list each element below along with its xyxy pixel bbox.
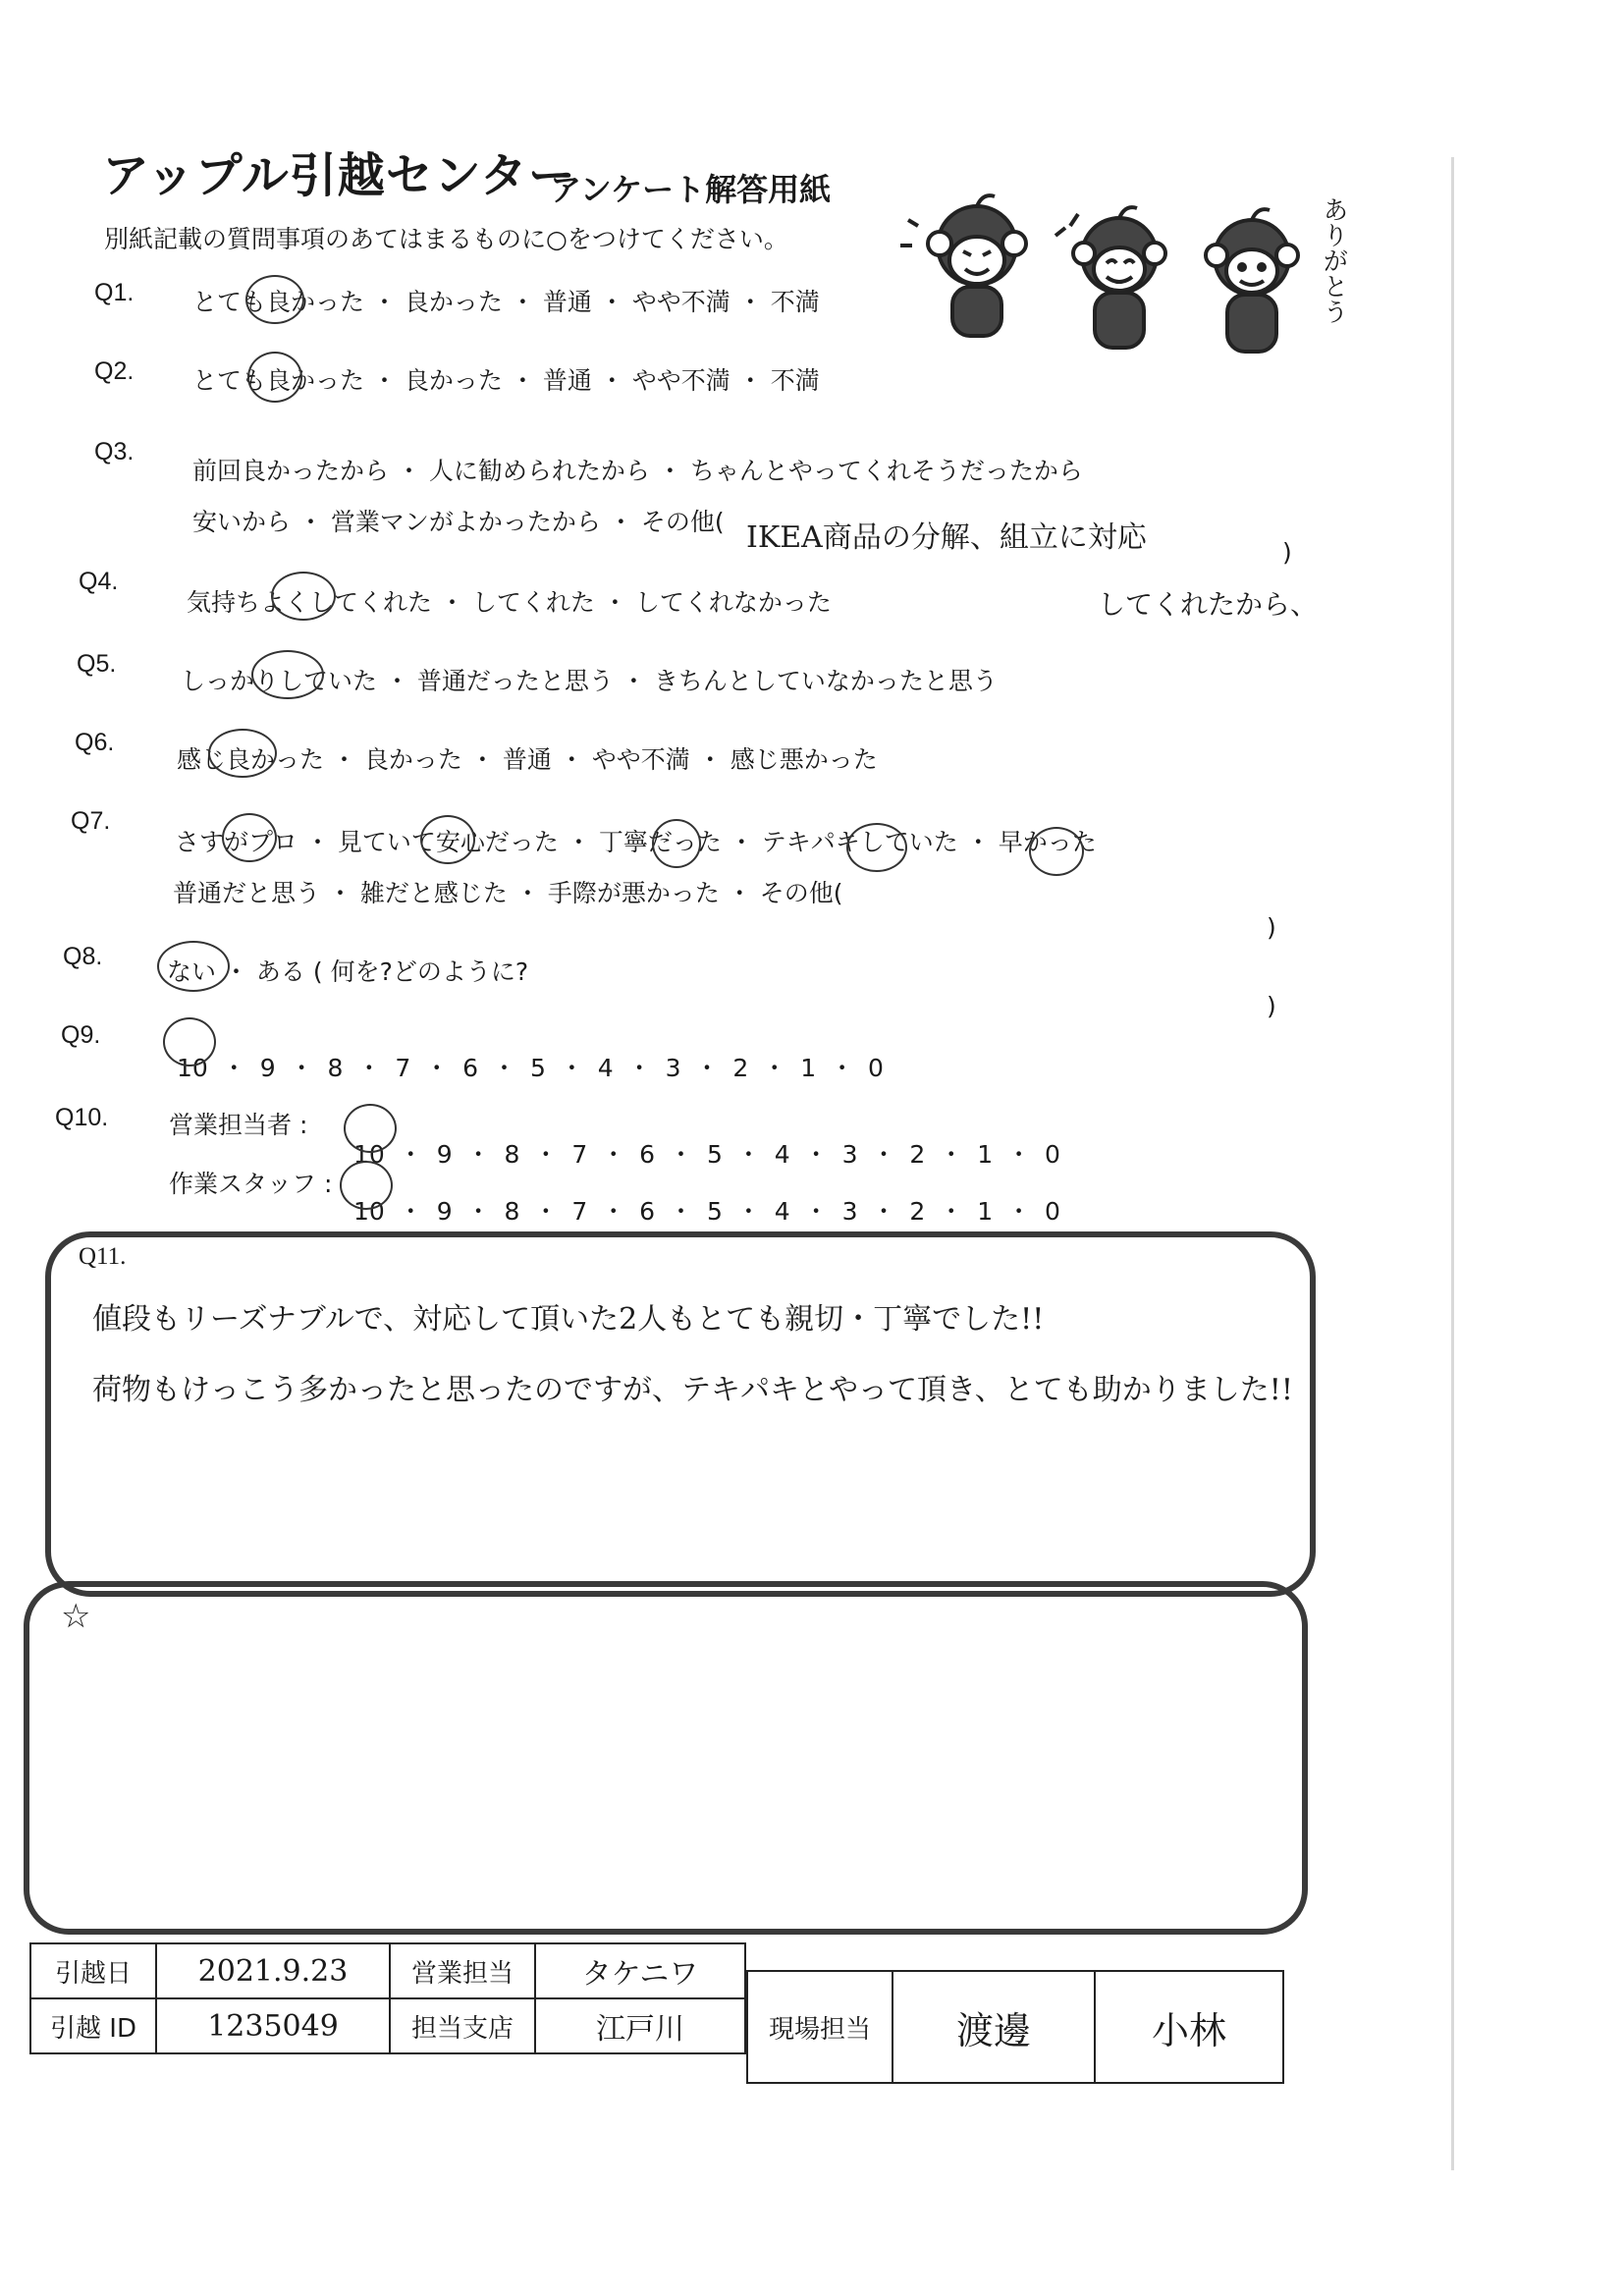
q2-option[interactable]: 普通 — [542, 366, 592, 395]
company-name: アップル引越センター — [102, 148, 576, 203]
q8-option[interactable]: ない — [167, 957, 217, 986]
selection-circle — [245, 275, 304, 324]
q2-option[interactable]: 良かった — [404, 366, 503, 395]
q10-staff-score[interactable]: 9 — [436, 1197, 453, 1226]
monkey-mascots-illustration — [898, 187, 1311, 373]
q3-other-answer-cont: してくれたから、 — [1098, 588, 1319, 621]
selection-circle — [222, 813, 277, 862]
selection-circle — [846, 823, 907, 872]
q4-options: 気持ちよくしてくれた ・ してくれた ・ してくれなかった — [187, 588, 832, 617]
q7-options-line1: さすがプロ ・ 見ていて安心だった ・ 丁寧だった ・ テキパキしていた ・ 早かった — [175, 828, 1097, 856]
q7-option[interactable]: テキパキしていた — [761, 828, 958, 856]
q7-option[interactable]: その他( — [759, 879, 843, 907]
q10-staff-score[interactable]: 4 — [774, 1197, 790, 1226]
q5-label: Q5. — [77, 650, 117, 678]
selection-circle — [271, 572, 336, 621]
site-staff-label: 現場担当 — [746, 1970, 893, 2084]
q3-options-line1: 前回良かったから ・ 人に勧められたから ・ ちゃんとやってくれそうだったから — [192, 457, 1083, 485]
q7-close-paren: ) — [1267, 913, 1276, 942]
q6-option[interactable]: やや不満 — [591, 745, 690, 774]
form-title: アンケート解答用紙 — [550, 171, 832, 208]
q10-staff-label: 作業スタッフ : — [169, 1170, 333, 1198]
q9-score[interactable]: 7 — [395, 1054, 411, 1082]
q10-sales-score[interactable]: 10 — [353, 1140, 385, 1169]
q6-options: 感じ良かった ・ 良かった ・ 普通 ・ やや不満 ・ 感じ悪かった — [177, 745, 878, 774]
q10-staff-score[interactable]: 0 — [1045, 1197, 1060, 1226]
q9-label: Q9. — [61, 1021, 101, 1049]
q9-score[interactable]: 5 — [529, 1054, 546, 1082]
move-date-value[interactable]: 2021.9.23 — [155, 1942, 391, 1999]
q1-option[interactable]: やや不満 — [631, 288, 730, 316]
q6-option[interactable]: 普通 — [502, 745, 552, 774]
selection-circle — [208, 729, 277, 778]
q9-score[interactable]: 1 — [800, 1054, 817, 1082]
selection-circle — [251, 650, 324, 699]
q11-label: Q11. — [79, 1243, 127, 1270]
q5-option[interactable]: しっかりしていた — [181, 667, 378, 695]
q10-staff-score[interactable]: 5 — [706, 1197, 723, 1226]
q10-staff-score[interactable]: 10 — [353, 1197, 385, 1226]
q3-option[interactable]: 安いから — [192, 508, 292, 536]
q6-option[interactable]: 感じ良かった — [177, 745, 325, 774]
q10-sales-score[interactable]: 6 — [639, 1140, 656, 1169]
q10-sales-score[interactable]: 0 — [1045, 1140, 1060, 1169]
q7-option[interactable]: さすがプロ — [175, 828, 298, 856]
q7-option[interactable]: 手際が悪かった — [547, 879, 720, 907]
q8-close-paren: ) — [1267, 992, 1276, 1020]
q4-label: Q4. — [79, 568, 119, 595]
q1-options: とても良かった ・ 良かった ・ 普通 ・ やや不満 ・ 不満 — [192, 288, 820, 316]
q2-option[interactable]: やや不満 — [631, 366, 730, 395]
q1-option[interactable]: 良かった — [404, 288, 503, 316]
q9-scale: 10 ・ 9 ・ 8 ・ 7 ・ 6 ・ 5 ・ 4 ・ 3 ・ 2 ・ 1 ・ 0 — [177, 1054, 884, 1082]
selection-circle — [163, 1017, 216, 1066]
q10-sales-score[interactable]: 2 — [909, 1140, 926, 1169]
q9-score[interactable]: 3 — [665, 1054, 681, 1082]
q3-option[interactable]: 人に勧められたから — [428, 457, 650, 485]
sales-rep-value[interactable]: タケニワ — [534, 1942, 746, 1999]
q5-options: しっかりしていた ・ 普通だったと思う ・ きちんとしていなかったと思う — [181, 667, 998, 695]
q11-comment-line1: 値段もリーズナブルで、対応して頂いた2人もとても親切・丁寧でした!! — [92, 1302, 1045, 1337]
q3-other-answer: IKEA商品の分解、組立に対応 — [746, 520, 1147, 555]
q3-option[interactable]: 営業マンがよかったから — [330, 508, 601, 536]
q1-option[interactable]: 不満 — [770, 288, 820, 316]
move-id-label: 引越 ID — [29, 1997, 157, 2054]
q1-option[interactable]: 普通 — [542, 288, 592, 316]
q2-label: Q2. — [94, 357, 135, 385]
q10-sales-score[interactable]: 9 — [436, 1140, 453, 1169]
thanks-text: ありがとう — [1319, 196, 1348, 324]
selection-circle — [652, 819, 701, 868]
q3-option[interactable]: その他( — [640, 508, 725, 536]
q10-sales-score[interactable]: 3 — [841, 1140, 858, 1169]
q9-score[interactable]: 9 — [259, 1054, 276, 1082]
q7-options-line2: 普通だと思う ・ 雑だと感じた ・ 手際が悪かった ・ その他( — [173, 879, 843, 907]
q3-options-line2: 安いから ・ 営業マンがよかったから ・ その他( — [192, 508, 725, 536]
q9-score[interactable]: 2 — [732, 1054, 749, 1082]
q11-comment-line2: 荷物もけっこう多かったと思ったのですが、テキパキとやって頂き、とても助かりました!! — [92, 1373, 1293, 1407]
q5-option[interactable]: きちんとしていなかったと思う — [653, 667, 998, 695]
q6-option[interactable]: 感じ悪かった — [730, 745, 878, 774]
q2-option[interactable]: 不満 — [770, 366, 820, 395]
job-info-table — [29, 1942, 1292, 2102]
star-icon: ☆ — [61, 1597, 91, 1636]
q1-label: Q1. — [94, 279, 135, 306]
q10-staff-score[interactable]: 2 — [909, 1197, 926, 1226]
q10-staff-score[interactable]: 8 — [504, 1197, 520, 1226]
q10-label: Q10. — [55, 1104, 109, 1131]
q3-option[interactable]: 前回良かったから — [192, 457, 390, 485]
q4-option[interactable]: 気持ちよくしてくれた — [187, 588, 433, 617]
q10-sales-score[interactable]: 7 — [571, 1140, 588, 1169]
selection-circle — [344, 1104, 397, 1153]
q7-option[interactable]: 雑だと感じた — [359, 879, 508, 907]
instructions: 別紙記載の質問事項のあてはまるものに○をつけてください。 — [104, 225, 788, 253]
q10-sales-score[interactable]: 5 — [706, 1140, 723, 1169]
selection-circle — [247, 352, 302, 403]
q2-options: とても良かった ・ 良かった ・ 普通 ・ やや不満 ・ 不満 — [192, 366, 820, 395]
move-date-label: 引越日 — [29, 1942, 157, 1999]
q7-option[interactable]: 丁寧だった — [598, 828, 722, 856]
paper-edge — [1451, 157, 1454, 2170]
q8-label: Q8. — [63, 943, 103, 970]
q7-option[interactable]: 見ていて安心だった — [337, 828, 559, 856]
q10-sales-label: 営業担当者 : — [169, 1111, 308, 1139]
q6-option[interactable]: 良かった — [363, 745, 462, 774]
q10-staff-scale: 10 ・ 9 ・ 8 ・ 7 ・ 6 ・ 5 ・ 4 ・ 3 ・ 2 ・ 1 ・ 0 — [353, 1197, 1060, 1226]
q9-score[interactable]: 4 — [597, 1054, 614, 1082]
sales-rep-label: 営業担当 — [389, 1942, 536, 1999]
q9-score[interactable]: 0 — [868, 1054, 884, 1082]
q1-option[interactable]: とても良かった — [192, 288, 365, 316]
branch-label: 担当支店 — [389, 1997, 536, 2054]
q11-comment-box[interactable] — [45, 1231, 1316, 1597]
q10-staff-score[interactable]: 6 — [639, 1197, 656, 1226]
q4-option[interactable]: してくれなかった — [634, 588, 832, 617]
q10-sales-score[interactable]: 8 — [504, 1140, 520, 1169]
selection-circle — [157, 941, 230, 992]
q5-option[interactable]: 普通だったと思う — [416, 667, 614, 695]
q10-staff-score[interactable]: 7 — [571, 1197, 588, 1226]
q7-option[interactable]: 早かった — [998, 828, 1097, 856]
q3-label: Q3. — [94, 438, 135, 465]
q3-close-paren: ) — [1282, 538, 1292, 567]
move-id-value[interactable]: 1235049 — [155, 1997, 391, 2054]
q3-option[interactable]: ちゃんとやってくれそうだったから — [689, 457, 1083, 485]
q7-label: Q7. — [71, 807, 111, 835]
q7-option[interactable]: 普通だと思う — [173, 879, 321, 907]
q10-sales-scale: 10 ・ 9 ・ 8 ・ 7 ・ 6 ・ 5 ・ 4 ・ 3 ・ 2 ・ 1 ・ 0 — [353, 1140, 1060, 1169]
site-staff-2[interactable]: 小林 — [1094, 1970, 1284, 2084]
q8-options: ない ・ ある ( 何を?どのように? — [167, 957, 529, 986]
selection-circle — [420, 815, 475, 864]
q6-label: Q6. — [75, 729, 115, 756]
selection-circle — [1029, 827, 1084, 876]
q8-option[interactable]: ある ( 何を?どのように? — [255, 957, 529, 986]
q2-option[interactable]: とても良かった — [192, 366, 365, 395]
site-staff-1[interactable]: 渡邊 — [892, 1970, 1096, 2084]
q10-sales-score[interactable]: 4 — [774, 1140, 790, 1169]
selection-circle — [340, 1161, 393, 1210]
q9-score[interactable]: 10 — [177, 1054, 208, 1082]
q10-staff-score[interactable]: 3 — [841, 1197, 858, 1226]
q10-sales-score[interactable]: 1 — [977, 1140, 994, 1169]
q9-score[interactable]: 6 — [462, 1054, 479, 1082]
branch-value[interactable]: 江戸川 — [534, 1997, 746, 2054]
free-comment-box[interactable] — [24, 1581, 1308, 1935]
q4-option[interactable]: してくれた — [471, 588, 595, 617]
q9-score[interactable]: 8 — [327, 1054, 344, 1082]
q10-staff-score[interactable]: 1 — [977, 1197, 994, 1226]
